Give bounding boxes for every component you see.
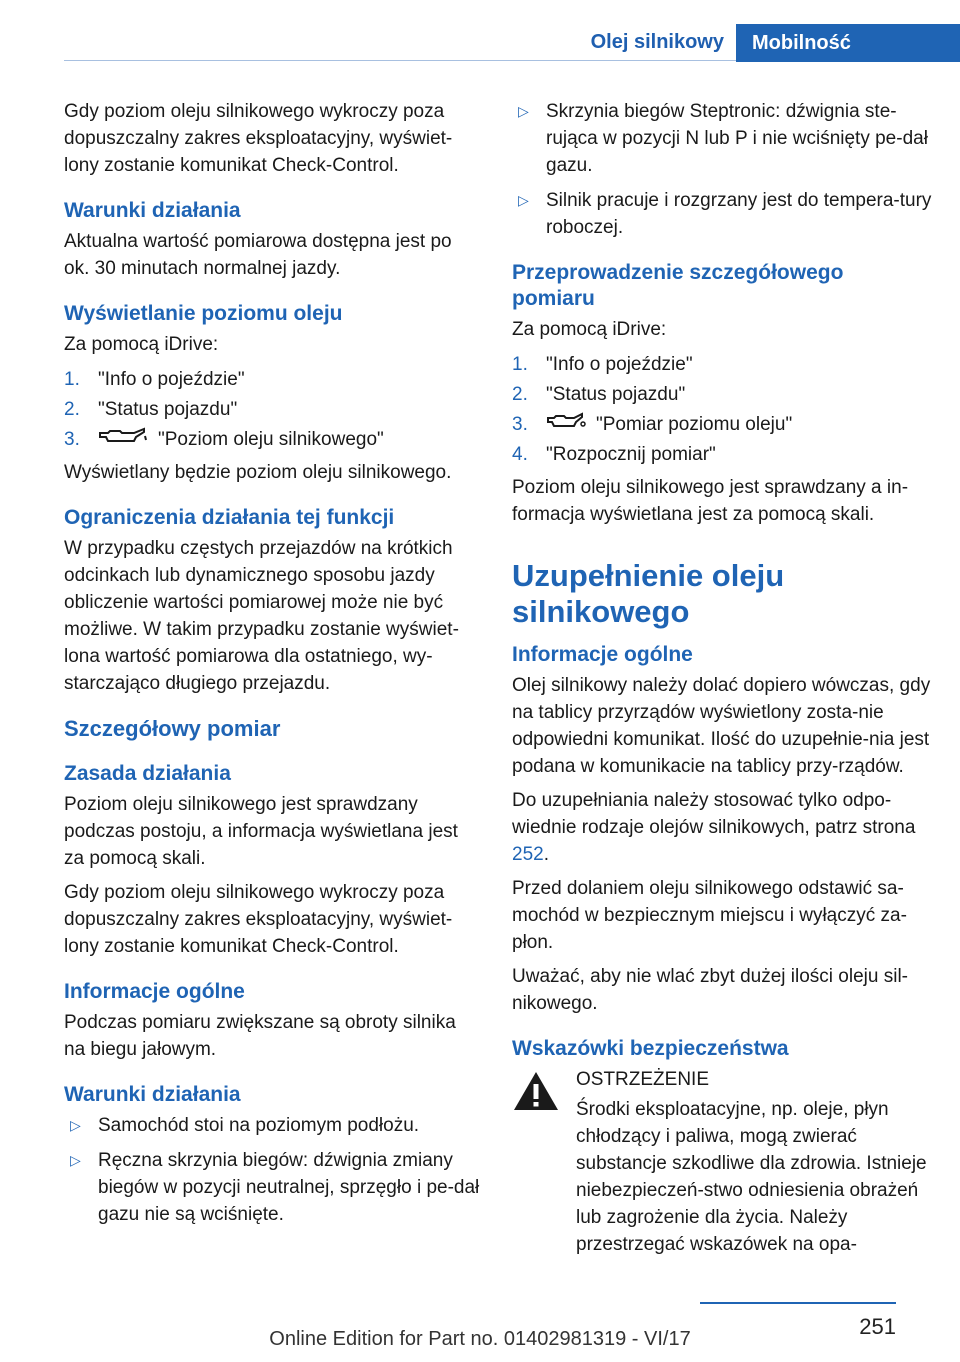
list-item [512, 98, 932, 179]
heading-limitations: Ograniczenia działania tej funkcji [64, 506, 395, 530]
list-item [64, 1112, 482, 1139]
list-text: "Pomiar poziomu oleju" [596, 414, 793, 436]
oil-can-icon [98, 425, 148, 455]
list-item [512, 187, 932, 241]
paragraph: Przed dolaniem oleju silnikowego odstawić sa-mochód w bezpiecznym miejscu i wyłączyć za-płon. [512, 878, 907, 954]
list-item [64, 365, 482, 395]
paragraph: Podczas pomiaru zwiększane są obroty silnika na biegu jałowym. [64, 1012, 456, 1061]
list-text: Skrzynia biegów Steptronic: dźwignia ste-rująca w pozycji N lub P i nie wciśnięty pe-dał gazu. [546, 101, 928, 176]
list-item [64, 395, 482, 425]
edition-footer: Online Edition for Part no. 01402981319 - VI/17 [269, 1328, 691, 1350]
list-item [64, 425, 482, 455]
warning-title: OSTRZEŻENIE [576, 1069, 710, 1091]
heading-conditions: Warunki działania [64, 1083, 241, 1107]
idrive-steps-list [64, 365, 482, 455]
heading-refill-oil: Uzupełnienie oleju silnikowego [512, 558, 785, 630]
paragraph: Olej silnikowy należy dolać dopiero wówczas, gdy na tablicy przyrządów wyświetlony zosta-nie odpowiedni komunikat. Ilość do uzupełnie-nia jest podana w komunikacie na tablicy przy-rządów. [512, 675, 931, 778]
list-number: 1. [64, 369, 80, 390]
list-text: "Status pojazdu" [546, 384, 686, 405]
oil-can-check-icon [546, 410, 586, 440]
triangle-bullet-icon: ▷ [70, 1152, 81, 1169]
list-text: Silnik pracuje i rozgrzany jest do tempera-tury roboczej. [546, 190, 932, 238]
triangle-bullet-icon: ▷ [518, 103, 529, 119]
paragraph: Poziom oleju silnikowego jest sprawdzany podczas postoju, a informacja wyświetlana jest za pomocą skali. [64, 794, 458, 870]
list-number: 3. [512, 414, 528, 435]
list-item [512, 380, 932, 410]
list-number: 4. [512, 444, 528, 466]
heading-detailed-measurement: Szczegółowy pomiar [64, 716, 281, 742]
page-number: 251 [859, 1314, 896, 1339]
paragraph: Poziom oleju silnikowego jest sprawdzany a in-formacja wyświetlana jest za pomocą skali. [512, 477, 909, 526]
heading-oil-level-display: Wyświetlanie poziomu oleju [64, 302, 343, 325]
right-column [512, 98, 932, 1265]
list-number: 1. [512, 354, 528, 375]
heading-conditions: Warunki działania [64, 199, 241, 222]
list-item [512, 350, 932, 380]
list-text: "Status pojazdu" [98, 399, 238, 420]
page-reference-link[interactable]: 252 [512, 844, 544, 866]
list-text: Samochód stoi na poziomym podłożu. [98, 1115, 420, 1137]
header-section-title: Olej silnikowy [590, 31, 724, 53]
paragraph: Aktualna wartość pomiarowa dostępna jest po ok. 30 minutach normalnej jazdy. [64, 231, 452, 279]
heading-principle: Zasada działania [64, 762, 231, 786]
footer-rule [700, 1302, 896, 1304]
list-item [512, 440, 932, 470]
paragraph: Za pomocą iDrive: [512, 319, 667, 340]
paragraph: Uważać, aby nie wlać zbyt dużej ilości oleju sil-nikowego. [512, 966, 908, 1015]
warning-content [576, 1066, 932, 1265]
heading-general-info: Informacje ogólne [512, 643, 693, 667]
list-text: "Info o pojeździe" [546, 354, 693, 375]
idrive-steps-list [512, 350, 932, 470]
paragraph-text: . [543, 844, 549, 866]
paragraph: W przypadku częstych przejazdów na krótkich odcinkach lub dynamicznego sposobu jazdy obliczenie wartości pomiarowej może nie być możliwe. W takim przypadku zostanie wyświet-lona wartość pomiarowa dla ostatniego, wy-starczająco długiego przejazdu. [64, 538, 459, 695]
heading-perform-measurement: Przeprowadzenie szczegółowego pomiaru [512, 261, 844, 310]
paragraph: Gdy poziom oleju silnikowego wykroczy poza dopuszczalny zakres eksploatacyjny, wyświet-lony zostanie komunikat Check-Control. [64, 882, 453, 958]
list-item [64, 1147, 482, 1228]
list-text: "Info o pojeździe" [98, 369, 245, 390]
list-item [512, 410, 932, 440]
paragraph: Za pomocą iDrive: [64, 334, 219, 355]
warning-triangle-icon [512, 1066, 562, 1265]
list-text: "Rozpocznij pomiar" [546, 444, 716, 466]
header-chapter-tab: Mobilność [736, 24, 960, 62]
paragraph [512, 787, 932, 868]
heading-safety-notes: Wskazówki bezpieczeństwa [512, 1037, 789, 1061]
triangle-bullet-icon: ▷ [70, 1117, 81, 1134]
list-number: 2. [64, 399, 80, 420]
list-number: 2. [512, 384, 528, 405]
conditions-list-continued [512, 98, 932, 241]
conditions-list [64, 1112, 482, 1228]
warning-box [512, 1066, 932, 1265]
heading-general-info: Informacje ogólne [64, 980, 245, 1004]
paragraph-text: Do uzupełniania należy stosować tylko odpo-wiednie rodzaje olejów silnikowych, patrz strona [512, 790, 916, 839]
paragraph: Wyświetlany będzie poziom oleju silnikowego. [64, 462, 452, 484]
list-text: "Poziom oleju silnikowego" [158, 429, 384, 451]
paragraph: Gdy poziom oleju silnikowego wykroczy poza dopuszczalny zakres eksploatacyjny, wyświet-lony zostanie komunikat Check-Control. [64, 101, 453, 176]
warning-text: Środki eksploatacyjne, np. oleje, płyn chłodzący i paliwa, mogą zwierać substancje szkodliwe dla zdrowia. Istnieje niebezpieczeń-stwo odniesienia obrażeń lub zagrożenie dla życia. Należy przestrzegać wskazówek na opa- [576, 1099, 927, 1256]
triangle-bullet-icon: ▷ [518, 192, 529, 208]
left-column [64, 98, 482, 1236]
list-number: 3. [64, 429, 80, 450]
list-text: Ręczna skrzynia biegów: dźwignia zmiany biegów w pozycji neutralnej, sprzęgło i pe-dał gazu nie są wciśnięte. [98, 1150, 480, 1226]
